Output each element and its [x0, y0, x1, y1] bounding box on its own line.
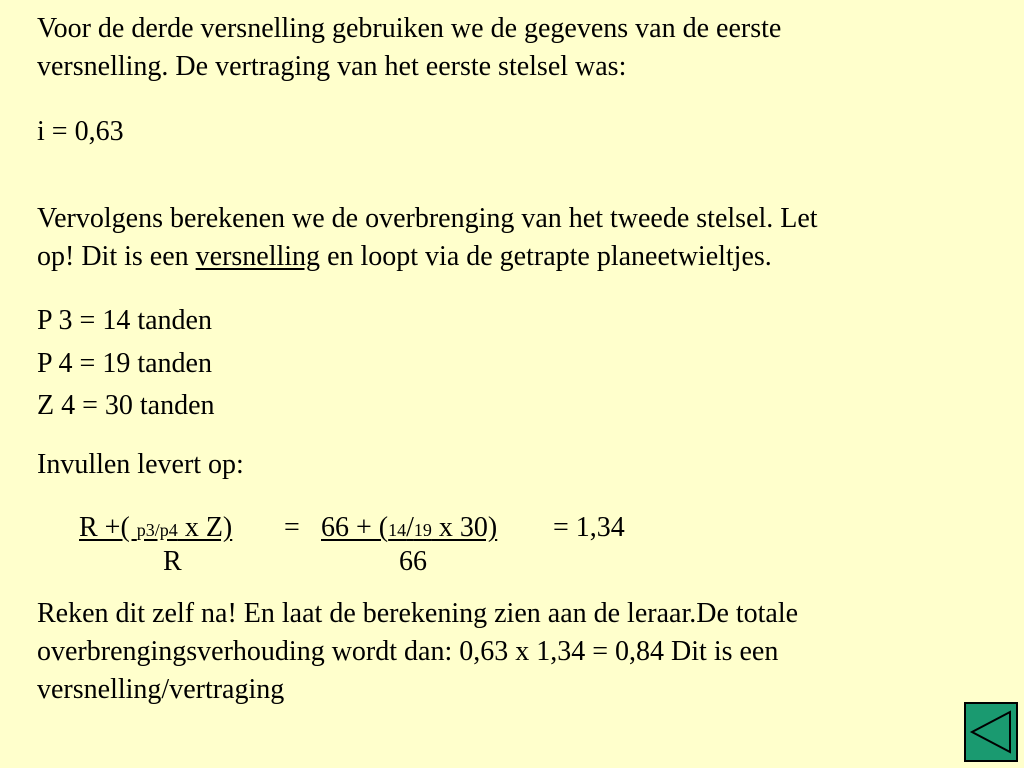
intro-line-2: versnelling. De vertraging van het eerste stelsel was:: [37, 51, 627, 82]
formula-result: = 1,34: [553, 512, 625, 543]
formula-equals: =: [284, 512, 300, 543]
emphasis-versnelling: versnelling: [195, 241, 321, 272]
formula-left-denominator: R: [163, 546, 182, 577]
second-paragraph: [37, 200, 997, 276]
formula-mid-denominator: 66: [399, 546, 427, 577]
conclusion-paragraph: [37, 595, 997, 709]
conclusion-line-3: versnelling/vertraging: [37, 674, 285, 705]
second-line-2: op! Dit is een versnelling en loopt via de getrapte planeetwieltjes.: [37, 241, 772, 272]
back-arrow-icon: [966, 704, 1016, 760]
teeth-p4: P 4 = 19 tanden: [37, 348, 212, 379]
first-ratio: i = 0,63: [37, 116, 124, 147]
teeth-z4: Z 4 = 30 tanden: [37, 390, 215, 421]
fill-in-label: Invullen levert op:: [37, 449, 244, 480]
formula-mid-numerator: 66 + (14/19 x 30): [321, 512, 498, 543]
teeth-p3: P 3 = 14 tanden: [37, 305, 212, 336]
intro-line-1: Voor de derde versnelling gebruiken we de gegevens van de eerste: [37, 13, 782, 44]
back-button[interactable]: [964, 702, 1018, 762]
conclusion-line-1: Reken dit zelf na! En laat de berekening zien aan de leraar.De totale: [37, 598, 799, 629]
formula-left-numerator: R +( p3/p4 x Z): [79, 512, 233, 543]
second-line-1: Vervolgens berekenen we de overbrenging van het tweede stelsel. Let: [37, 203, 818, 234]
intro-paragraph: [37, 10, 997, 86]
conclusion-line-2: overbrengingsverhouding wordt dan: 0,63 x 1,34 = 0,84 Dit is een: [37, 636, 779, 667]
